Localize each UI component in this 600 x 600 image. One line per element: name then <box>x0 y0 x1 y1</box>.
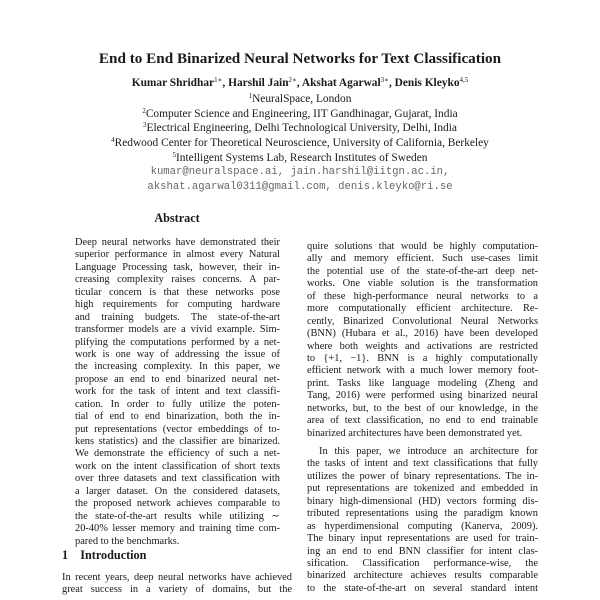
text-line: cation. In order to fully utilize the poten- <box>75 398 280 410</box>
abstract-heading: Abstract <box>154 211 200 225</box>
author-sup: 3∗ <box>380 76 389 84</box>
text-line: high requirements for computing hardware <box>75 299 280 311</box>
text-line: tial of end to end binarization, both the in- <box>75 411 280 423</box>
text-line: Deep neural networks have demonstrated their <box>75 237 280 248</box>
text-line: the tasks of intent and text classifications that fully <box>307 458 538 470</box>
paper-title: End to End Binarized Neural Networks for Text Classification <box>98 50 502 67</box>
text-line: the proposed network achieves comparable to <box>75 498 280 510</box>
text-line: and training budgets. The state-of-the-art <box>75 311 280 323</box>
text-line: a larger dataset. On the considered datasets, <box>75 485 280 497</box>
text-line: ing an end to end BNN classifier for intent clas- <box>307 545 538 557</box>
text-line: work on the intent classification of short texts <box>75 460 280 472</box>
text-line: superior performance in almost every Natural <box>75 249 280 261</box>
author-name: Denis Kleyko <box>394 77 460 89</box>
text-line: sification. Classification performance-wise, the <box>307 557 538 569</box>
affiliation <box>0 92 600 105</box>
text-line: Language Processing task, however, their in- <box>75 261 280 273</box>
aff-text: Intelligent Systems Lab, Research Institutes of Sweden <box>176 152 428 164</box>
text-line: great success in a variety of domains, but the <box>62 584 292 596</box>
email-line: akshat.agarwal0311@gmail.com, denis.kleyko@ri.se <box>147 181 453 193</box>
text-line: put representations (vector embeddings of to- <box>75 423 280 435</box>
author-name: Kumar Shridhar <box>131 77 215 89</box>
email-line: kumar@neuralspace.ai, jain.harshil@iitgn.ac.in, <box>150 166 450 178</box>
author-sup: 1∗ <box>214 76 223 84</box>
affiliation <box>0 136 600 149</box>
author-sup: 2∗ <box>288 76 297 84</box>
text-line: utilizes the power of binary representations. The in- <box>307 470 538 482</box>
text-line: We demonstrate the efficiency of such a net- <box>75 448 280 460</box>
text-line: binary high-dimensional (HD) vectors forming dis- <box>307 495 538 507</box>
text-line: to {+1, −1}. BNN is a highly computationally <box>307 352 538 364</box>
text-line: more computationally efficient architecture. Re- <box>307 303 538 315</box>
affiliation <box>0 151 600 164</box>
text-line: of these high-performance neural networks to a <box>307 290 538 302</box>
aff-text: Computer Science and Engineering, IIT Gandhinagar, Gujarat, India <box>145 108 458 120</box>
text-line: the potential use of the state-of-the-art deep net- <box>307 265 538 277</box>
text-line: put representations are tokenized and embedded in <box>307 483 538 495</box>
text-line: work is one way of addressing the issue of <box>75 348 280 360</box>
text-line: to the state-of-the-art on several standard intent <box>307 582 538 594</box>
text-line: ally and memory efficient. Such use-cases limit <box>307 253 538 265</box>
intro-left-column <box>62 572 292 597</box>
text-line: kens statistics) and the classifier are binarized. <box>75 436 280 447</box>
text-line: creasing complexity raises concerns. A par- <box>75 274 280 286</box>
text-line: propose an end to end binarized neural net- <box>75 373 280 385</box>
text-line: binarized architectures have been demonstrated yet. <box>307 427 523 439</box>
text-line: transformer models are a vivid example. Sim- <box>75 324 280 336</box>
section-heading <box>62 548 146 563</box>
text-line: tributed representations using the paradigm known <box>307 508 538 520</box>
section-title: Introduction <box>80 548 147 562</box>
author-list: Kumar Shridhar$^{1∗}$, Harshil Jain$^{2∗}$, Akshat Agarwal$^{3∗}$, Denis Kleyko$^{4,5}$ <box>131 76 469 89</box>
text-line: works. One viable solution is the transformation <box>307 278 538 290</box>
text-line: quire solutions that would be highly computation- <box>307 241 538 252</box>
text-line: binarized architecture achieves results comparable <box>307 570 538 582</box>
affiliation <box>0 121 600 134</box>
text-line: plifying the computations performed by a net- <box>75 336 280 348</box>
aff-text: Electrical Engineering, Delhi Technological University, Delhi, India <box>146 122 457 134</box>
text-line: In recent years, deep neural networks have achieved <box>62 572 292 583</box>
text-line: 20-40% lesser memory and training time com- <box>75 523 280 535</box>
author-sup: 4,5 <box>459 76 469 84</box>
text-line: The binary input representations are used for train- <box>307 533 538 545</box>
aff-sup: 5 <box>172 151 176 159</box>
affiliation <box>0 107 600 120</box>
aff-text: Redwood Center for Theoretical Neuroscience, University of California, Berkeley <box>114 137 489 149</box>
text-line: where both weights and activations are restricted <box>307 340 538 352</box>
text-line: as hyperdimensional computing (Kanerva, 2009). <box>307 520 538 532</box>
section-number: 1 <box>62 548 69 562</box>
text-line: pared to the benchmarks. <box>75 535 180 547</box>
text-line: ticular concern is that these networks pose <box>75 286 280 298</box>
aff-sup: 3 <box>143 121 147 129</box>
text-line: efficient network with a much lower memory foot- <box>307 365 538 377</box>
text-line: Tang, 2016) were performed using binarized neural <box>307 390 538 402</box>
aff-text: NeuralSpace, London <box>252 93 352 105</box>
author-name: Harshil Jain <box>228 77 289 89</box>
abstract-body <box>75 237 280 548</box>
text-line: the increasing complexity. In this paper, we <box>75 361 280 373</box>
aff-sup: 4 <box>111 136 115 144</box>
text-line: over three datasets and text classification with <box>75 473 280 485</box>
author-name: Akshat Agarwal <box>301 77 381 89</box>
text-line: print. Tasks like language modeling (Zheng and <box>307 377 538 389</box>
text-line: networks, but, to the best of our knowledge, in the <box>307 402 538 414</box>
text-line: In this paper, we introduce an architecture for <box>319 446 538 457</box>
text-line: (BNN) (Hubara et al., 2016) have been developed <box>307 328 538 340</box>
text-line: cently, Binarized Convolutional Neural Networks <box>307 315 538 327</box>
text-line: work for the task of intent and text classifi- <box>75 386 280 398</box>
aff-sup: 1 <box>248 92 253 100</box>
text-line: area of text classification, no end to end trainable <box>307 415 538 427</box>
intro-right-column <box>307 241 538 595</box>
text-line: the state-of-the-art results while utilizing ∼ <box>75 510 280 522</box>
aff-sup: 2 <box>142 107 146 115</box>
